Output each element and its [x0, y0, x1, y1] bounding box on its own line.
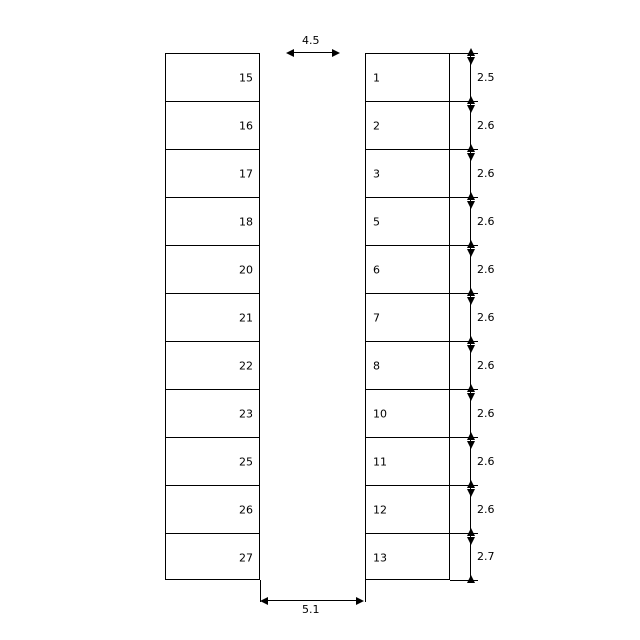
row-arrow-down-icon	[467, 105, 475, 113]
row-dimension-label: 2.6	[477, 311, 495, 324]
row-arrow-up-icon	[467, 48, 475, 56]
row-arrow-down-icon	[467, 57, 475, 65]
row-dimension-label: 2.6	[477, 407, 495, 420]
row-arrow-up-icon	[467, 384, 475, 392]
left-cell-label: 27	[239, 551, 253, 564]
top-dimension-arrow-right-icon	[332, 49, 340, 57]
bottom-extension-line-left	[260, 580, 261, 602]
left-cell-label: 20	[239, 263, 253, 276]
right-cell	[366, 390, 449, 438]
row-arrow-up-icon	[467, 288, 475, 296]
bottom-dimension-label: 5.1	[302, 603, 320, 616]
right-cell	[366, 294, 449, 342]
row-arrow-down-icon	[467, 201, 475, 209]
row-dimension-label: 2.6	[477, 215, 495, 228]
right-cell	[366, 534, 449, 581]
row-arrow-up-icon	[467, 480, 475, 488]
left-cell-label: 17	[239, 167, 253, 180]
left-cell	[166, 198, 259, 246]
right-cell	[366, 54, 449, 102]
left-cell	[166, 390, 259, 438]
row-arrow-down-icon	[467, 441, 475, 449]
row-arrow-down-icon	[467, 153, 475, 161]
row-arrow-up-icon	[467, 96, 475, 104]
top-dimension-line	[288, 52, 338, 53]
left-cell-label: 21	[239, 311, 253, 324]
right-cell	[366, 150, 449, 198]
right-cell-label: 2	[373, 119, 380, 132]
right-cell	[366, 342, 449, 390]
left-cell	[166, 150, 259, 198]
row-arrow-down-icon	[467, 249, 475, 257]
left-cell	[166, 246, 259, 294]
bottom-dimension-line	[262, 600, 362, 601]
left-cell-label: 25	[239, 455, 253, 468]
left-cell	[166, 342, 259, 390]
row-arrow-down-icon	[467, 345, 475, 353]
row-arrow-up-icon	[467, 432, 475, 440]
top-dimension-arrow-left-icon	[286, 49, 294, 57]
top-dimension-label: 4.5	[302, 34, 320, 47]
left-cell-label: 16	[239, 119, 253, 132]
left-cell	[166, 294, 259, 342]
right-cell-label: 10	[373, 407, 387, 420]
row-dimension-label: 2.6	[477, 455, 495, 468]
row-arrow-up-icon	[467, 575, 475, 583]
left-cell	[166, 102, 259, 150]
right-cell	[366, 486, 449, 534]
row-dimension-label: 2.6	[477, 119, 495, 132]
row-arrow-down-icon	[467, 489, 475, 497]
row-dimension-label: 2.6	[477, 263, 495, 276]
right-cell-label: 1	[373, 71, 380, 84]
right-cell-label: 3	[373, 167, 380, 180]
right-cell-label: 13	[373, 551, 387, 564]
left-cell	[166, 534, 259, 581]
left-cell-label: 22	[239, 359, 253, 372]
bottom-dimension-arrow-right-icon	[356, 597, 364, 605]
right-cell	[366, 246, 449, 294]
row-arrow-up-icon	[467, 240, 475, 248]
right-cell-label: 6	[373, 263, 380, 276]
row-arrow-up-icon	[467, 336, 475, 344]
right-cell	[366, 438, 449, 486]
left-cell	[166, 438, 259, 486]
row-dimension-axis	[470, 53, 471, 580]
row-dimension-label: 2.6	[477, 359, 495, 372]
row-arrow-down-icon	[467, 393, 475, 401]
row-arrow-up-icon	[467, 144, 475, 152]
row-arrow-up-icon	[467, 528, 475, 536]
left-cell	[166, 486, 259, 534]
row-dimension-label: 2.5	[477, 71, 495, 84]
row-dimension-label: 2.6	[477, 167, 495, 180]
left-cell	[166, 54, 259, 102]
right-cell-label: 8	[373, 359, 380, 372]
left-cell-label: 18	[239, 215, 253, 228]
row-arrow-up-icon	[467, 192, 475, 200]
row-dimension-label: 2.6	[477, 503, 495, 516]
right-column	[365, 53, 450, 580]
right-cell-label: 12	[373, 503, 387, 516]
row-arrow-down-icon	[467, 297, 475, 305]
right-cell	[366, 102, 449, 150]
left-column	[165, 53, 260, 580]
left-cell-label: 26	[239, 503, 253, 516]
bottom-dimension-arrow-left-icon	[260, 597, 268, 605]
right-cell-label: 11	[373, 455, 387, 468]
left-cell-label: 23	[239, 407, 253, 420]
bottom-extension-line-right	[365, 580, 366, 602]
row-arrow-down-icon	[467, 537, 475, 545]
right-cell-label: 5	[373, 215, 380, 228]
right-cell	[366, 198, 449, 246]
right-cell-label: 7	[373, 311, 380, 324]
left-cell-label: 15	[239, 71, 253, 84]
row-dimension-label: 2.7	[477, 550, 495, 563]
